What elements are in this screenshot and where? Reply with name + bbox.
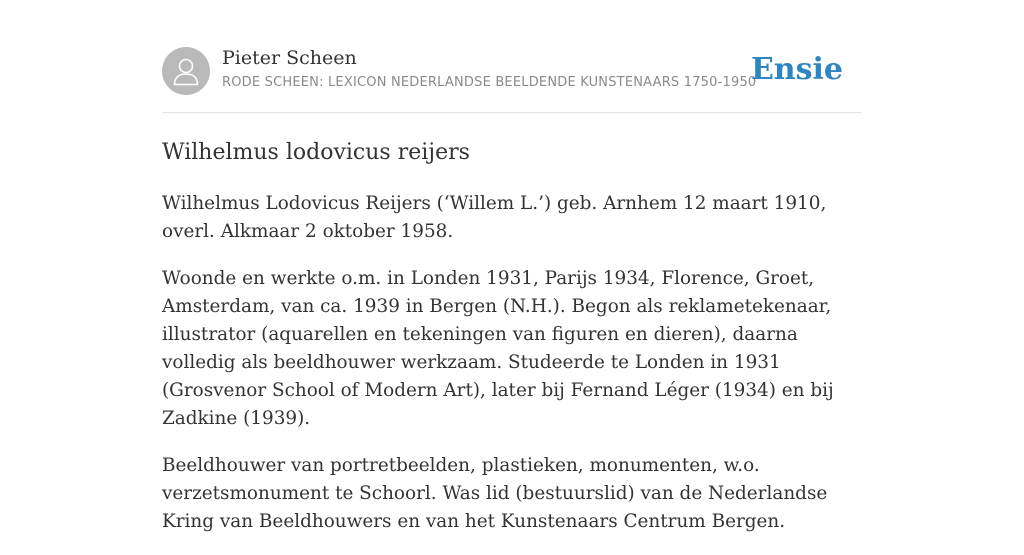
author-name[interactable]: Pieter Scheen xyxy=(222,47,357,69)
article-paragraph-2: Woonde en werkte o.m. in Londen 1931, Parijs 1934, Florence, Groet, Amsterdam, van ca. 1939 in Bergen (N.H.). Begon als reklametekenaar, illustrator (aquarellen en tekeningen van figuren en dieren), daarna volledig als beeldhouwer werkzaam. Studeerde te Londen in 1931 (Grosvenor School of Modern Art), later bij Fernand Léger (1934) en bij Zadkine (1939). xyxy=(162,268,834,429)
ensie-logo[interactable]: Ensie xyxy=(750,52,843,87)
article-paragraph-3: Beeldhouwer van portretbeelden, plastieken, monumenten, w.o. verzetsmonument te Schoorl. Was lid (bestuurslid) van de Nederlandse Kring van Beeldhouwers en van het Kunstenaars Centrum Bergen. xyxy=(162,455,828,532)
article-paragraph-1: Wilhelmus Lodovicus Reijers (‘Willem L.’) geb. Arnhem 12 maart 1910, overl. Alkmaar 2 oktober 1958. xyxy=(162,193,827,242)
source-label[interactable]: RODE SCHEEN: LEXICON NEDERLANDSE BEELDENDE KUNSTENAARS 1750-1950 xyxy=(222,75,757,90)
article-body xyxy=(162,190,862,555)
article-header xyxy=(162,0,862,113)
article-title: Wilhelmus lodovicus reijers xyxy=(162,140,470,165)
article-container xyxy=(162,0,862,532)
author-avatar[interactable] xyxy=(162,47,210,95)
user-icon xyxy=(172,56,200,86)
